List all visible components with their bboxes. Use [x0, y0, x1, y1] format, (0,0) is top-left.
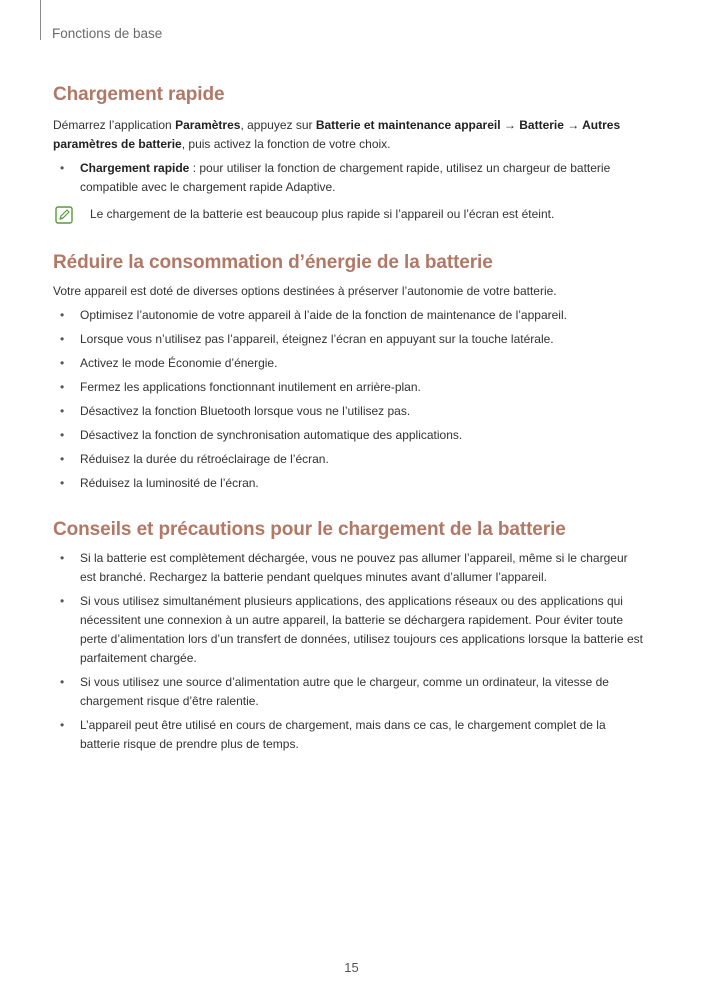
- list-item-text: Optimisez l’autonomie de votre appareil à l’aide de la fonction de maintenance de l’appareil.: [80, 308, 567, 322]
- page-content: [53, 84, 645, 754]
- list-item-text: Réduisez la durée du rétroéclairage de l’écran.: [80, 452, 329, 466]
- list-item-text: Réduisez la luminosité de l’écran.: [80, 476, 259, 490]
- note-text: Le chargement de la batterie est beaucoup plus rapide si l’appareil ou l’écran est éteint.: [90, 207, 555, 221]
- intro-mid: , appuyez sur: [240, 118, 316, 132]
- page-number: 15: [344, 960, 359, 975]
- bullet-dot: •: [60, 308, 65, 322]
- bullet-dot: •: [60, 594, 65, 608]
- bullet-dot: •: [60, 356, 65, 370]
- bullet-dot: •: [60, 551, 65, 565]
- list-item: [53, 330, 645, 349]
- reduce-consumption-list: [53, 306, 645, 493]
- section-title-fast-charging: Chargement rapide: [53, 84, 225, 105]
- list-item: [53, 426, 645, 445]
- bullet-dot: •: [60, 428, 65, 442]
- running-header: Fonctions de base: [52, 26, 163, 41]
- bullet-dot: •: [60, 380, 65, 394]
- list-item-text: Si la batterie est complètement déchargée, vous ne pouvez pas allumer l’appareil, même si le chargeur est branché. Rechargez la batterie pendant quelques minutes avant d’allumer l’appareil.: [80, 551, 628, 584]
- bullet-dot: •: [60, 332, 65, 346]
- list-item-text: Si vous utilisez simultanément plusieurs applications, des applications réseaux ou des applications qui nécessitent une connexion à un autre appareil, la batterie se déchargera rapidement. Pour éviter toute perte d’alimentation lors d’un transfert de données, utilisez toujours ces applications lorsque la batterie est parfaitement chargée.: [80, 594, 643, 665]
- list-item: [53, 378, 645, 397]
- note-block: [53, 205, 645, 224]
- note-pencil-icon: [55, 206, 73, 224]
- header-rule: [40, 0, 41, 40]
- list-item: [53, 592, 645, 668]
- list-item: [53, 549, 645, 587]
- fast-charging-intro: [53, 116, 645, 154]
- bullet-dot: •: [60, 161, 65, 175]
- charging-tips-list: [53, 549, 645, 754]
- intro-end: , puis activez la fonction de votre choix.: [181, 137, 391, 151]
- bullet-dot: •: [60, 452, 65, 466]
- list-item-text: Activez le mode Économie d’énergie.: [80, 356, 278, 370]
- list-item: [53, 474, 645, 493]
- list-item: [53, 716, 645, 754]
- section-title-reduce-consumption: Réduire la consommation d’énergie de la batterie: [53, 252, 493, 273]
- list-item: [53, 402, 645, 421]
- list-item: [53, 306, 645, 325]
- bullet-dot: •: [60, 476, 65, 490]
- intro-start: Démarrez l’application: [53, 118, 176, 132]
- list-item-text: Désactivez la fonction Bluetooth lorsque vous ne l’utilisez pas.: [80, 404, 411, 418]
- list-item: [53, 354, 645, 373]
- bullet-dot: •: [60, 718, 65, 732]
- fast-charging-desc: : pour utiliser la fonction de chargement rapide, utilisez un chargeur de batterie compatible avec le chargement rapide Adaptive.: [80, 161, 611, 194]
- list-item-text: Fermez les applications fonctionnant inutilement en arrière-plan.: [80, 380, 421, 394]
- reduce-consumption-intro: Votre appareil est doté de diverses options destinées à préserver l’autonomie de votre batterie.: [53, 284, 557, 298]
- list-item: [53, 450, 645, 469]
- list-item-text: Si vous utilisez une source d’alimentation autre que le chargeur, comme un ordinateur, la vitesse de chargement risque d’être ralentie.: [80, 675, 609, 708]
- list-item-text: Lorsque vous n’utilisez pas l’appareil, éteignez l’écran en appuyant sur la touche latérale.: [80, 332, 554, 346]
- list-item: [53, 673, 645, 711]
- list-item-text: L’appareil peut être utilisé en cours de chargement, mais dans ce cas, le chargement complet de la batterie risque de prendre plus de temps.: [80, 718, 606, 751]
- fast-charging-list: [53, 159, 645, 197]
- settings-app-name: Paramètres: [175, 118, 241, 132]
- settings-path: Batterie et maintenance appareil → Batterie → Autres paramètres de batterie: [53, 118, 621, 151]
- list-item: [53, 159, 645, 197]
- fast-charging-term: Chargement rapide: [80, 161, 190, 175]
- list-item-text: Désactivez la fonction de synchronisation automatique des applications.: [80, 428, 463, 442]
- bullet-dot: •: [60, 404, 65, 418]
- section-title-charging-tips: Conseils et précautions pour le chargement de la batterie: [53, 519, 566, 540]
- bullet-dot: •: [60, 675, 65, 689]
